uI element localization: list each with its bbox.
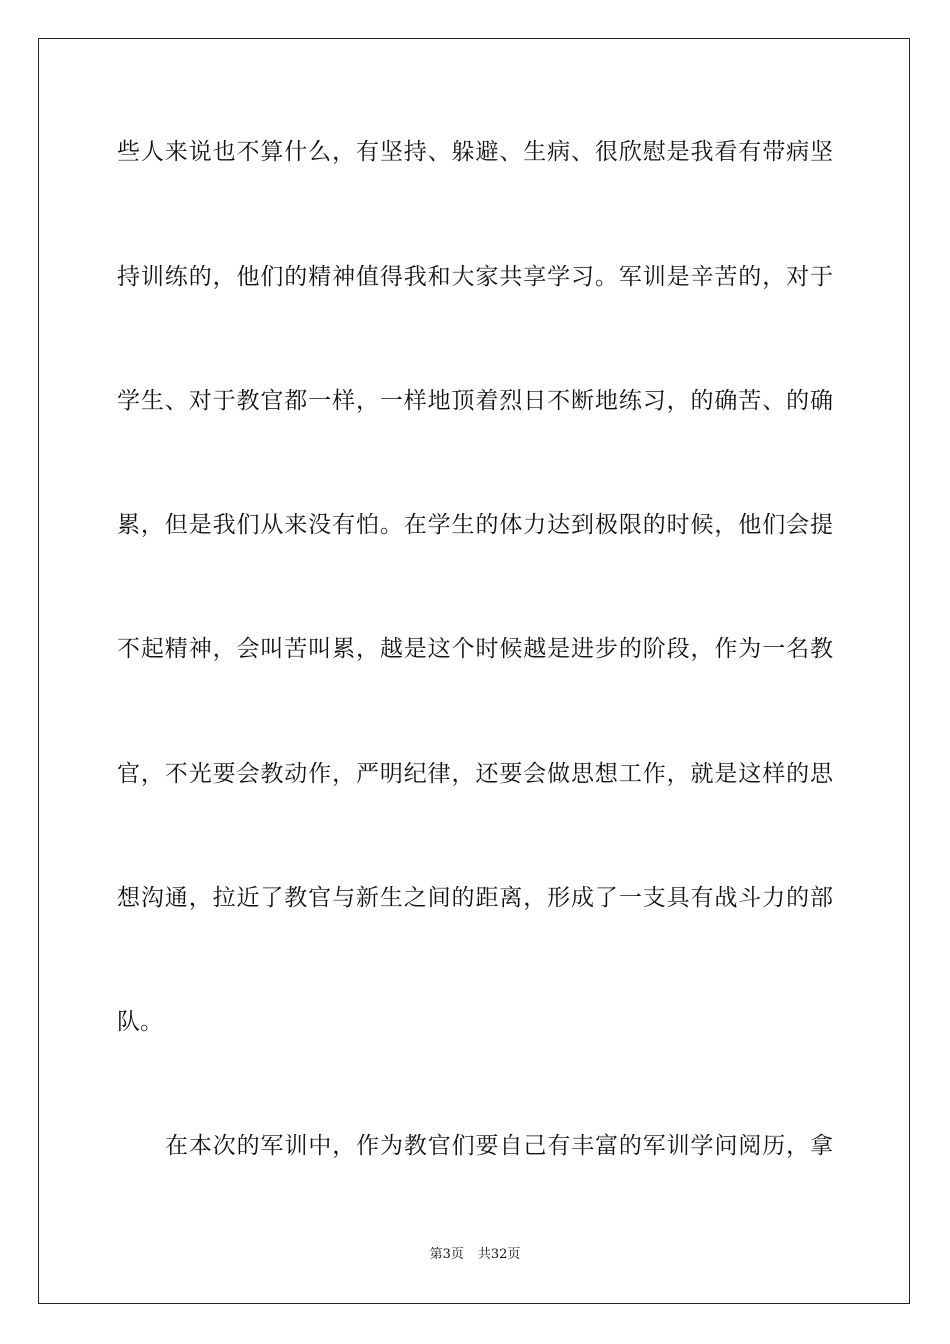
body-text-line: 些人来说也不算什么，有坚持、躲避、生病、很欣慰是我看有带病坚	[117, 139, 833, 165]
body-text-line: 累，但是我们从来没有怕。在学生的体力达到极限的时候，他们会提	[117, 512, 833, 538]
body-text-line: 持训练的，他们的精神值得我和大家共享学习。军训是辛苦的，对于	[117, 264, 833, 290]
body-text-line: 不起精神，会叫苦叫累，越是这个时候越是进步的阶段，作为一名教	[117, 636, 833, 662]
page-number: 第3页	[429, 1247, 464, 1262]
page-footer	[0, 1246, 950, 1264]
body-text-line: 队。	[117, 1009, 163, 1035]
page-total: 共32页	[477, 1247, 521, 1262]
body-text-line: 学生、对于教官都一样，一样地顶着烈日不断地练习，的确苦、的确	[117, 388, 833, 414]
page-border	[38, 38, 910, 1304]
body-text-line: 想沟通，拉近了教官与新生之间的距离，形成了一支具有战斗力的部	[117, 885, 833, 911]
body-text-line: 官，不光要会教动作，严明纪律，还要会做思想工作，就是这样的思	[117, 761, 833, 787]
paragraph-first-line: 在本次的军训中，作为教官们要自己有丰富的军训学问阅历，拿	[165, 1133, 833, 1159]
